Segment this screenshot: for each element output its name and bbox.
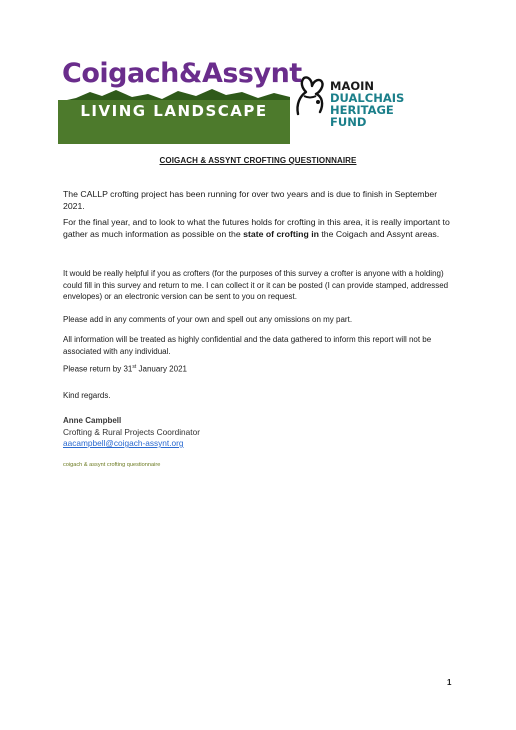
return-date-month: January 2021 bbox=[136, 364, 187, 374]
final-year-text-start: For the final year, and to look to what the futures holds for crofting in this area, it is really important to gather as much information as possible on the bbox=[63, 217, 450, 239]
email-link[interactable]: aacampbell@coigach-assynt.org bbox=[63, 438, 184, 448]
return-date-ordinal: st bbox=[132, 364, 137, 370]
state-of-crofting-emphasis: state of crofting in bbox=[243, 229, 319, 239]
document-footer-tag: coigach & assynt crofting questionnaire bbox=[63, 462, 161, 468]
heritage-line-fund: FUND bbox=[330, 115, 367, 129]
logo-subtitle: LIVING LANDSCAPE bbox=[80, 102, 268, 120]
survey-request-paragraph: It would be really helpful if you as crofters (for the purposes of this survey a crofter is anyone with a holding) could fill in this survey and return to me. I can collect it or it can be posted (I can provide stamped, addressed envelopes) or an electronic version can be sent to you on request. bbox=[63, 269, 449, 301]
heritage-fund-logo bbox=[290, 74, 430, 134]
final-year-text-end: the Coigach and Assynt areas. bbox=[318, 229, 440, 239]
page-title: COIGACH & ASSYNT CROFTING QUESTIONNAIRE bbox=[159, 156, 357, 165]
return-date-paragraph bbox=[63, 362, 456, 375]
final-year-paragraph bbox=[63, 216, 456, 240]
signatory-name: Anne Campbell bbox=[63, 416, 122, 425]
coigach-assynt-logo bbox=[58, 58, 302, 144]
page-number: 1 bbox=[447, 678, 452, 687]
signatory-role: Crofting & Rural Projects Coordinator bbox=[63, 427, 200, 437]
confidentiality-paragraph: All information will be treated as highly confidential and the data gathered to inform this report will not be associated with any individual. bbox=[63, 335, 432, 356]
intro-paragraph: The CALLP crofting project has been running for over two years and is due to finish in September 2021. bbox=[63, 189, 438, 211]
regards-line: Kind regards. bbox=[63, 391, 111, 400]
heritage-line-heritage: HERITAGE bbox=[330, 103, 394, 117]
return-date-text: Please return by 31 bbox=[63, 364, 133, 374]
heritage-line-maoin: MAOIN bbox=[330, 79, 375, 93]
heritage-fund-text bbox=[330, 80, 404, 128]
logo-title: Coigach&Assynt bbox=[62, 58, 302, 89]
lottery-crossed-fingers-icon bbox=[290, 74, 330, 118]
heritage-line-dualchais: DUALCHAIS bbox=[330, 91, 405, 105]
comments-paragraph: Please add in any comments of your own and spell out any omissions on my part. bbox=[63, 315, 353, 324]
